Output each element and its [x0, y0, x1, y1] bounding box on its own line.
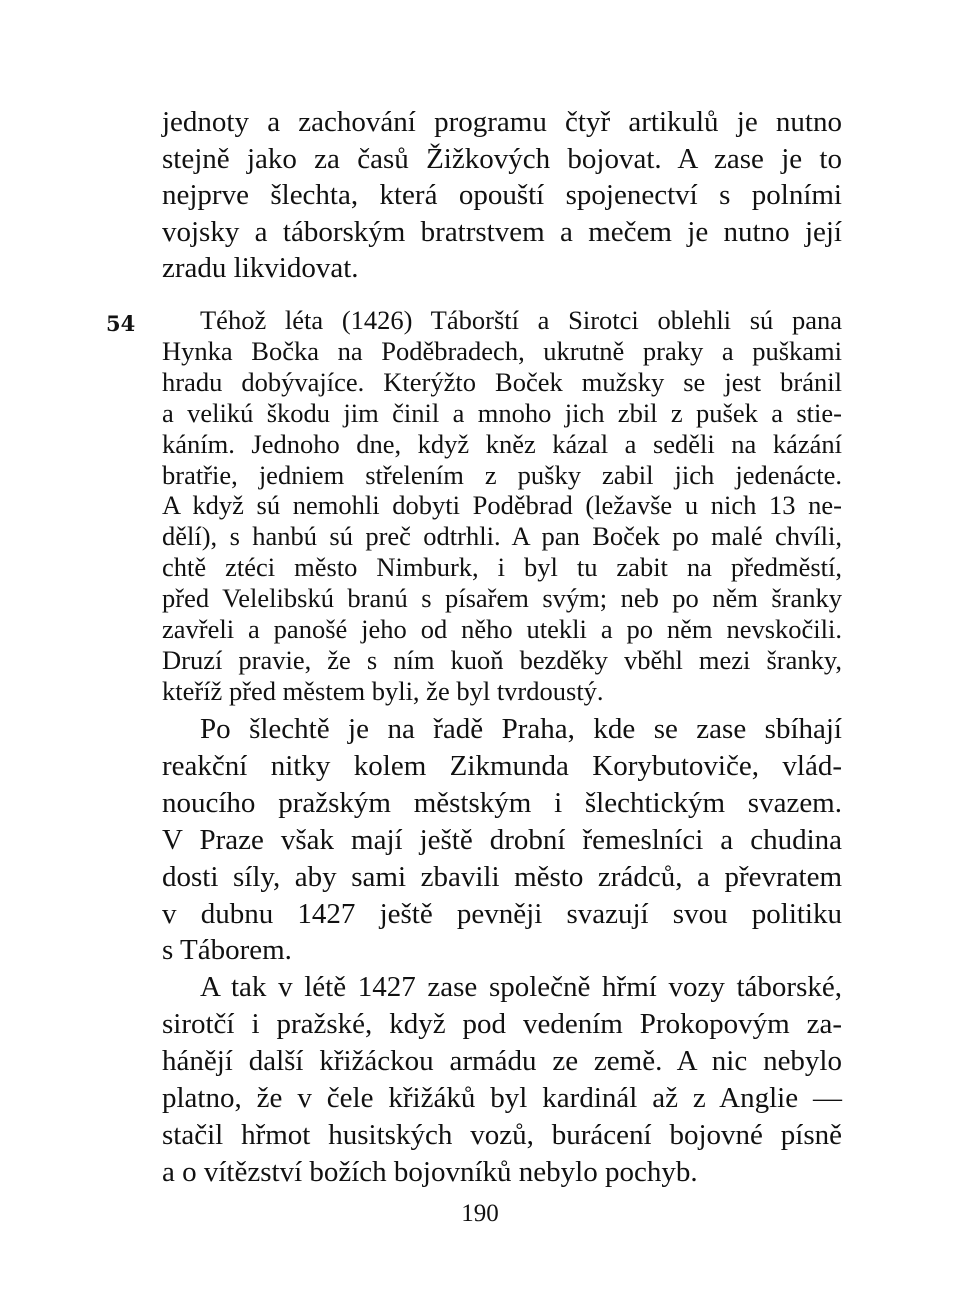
text-line: hradu dobývajíce. Kterýžto Boček mužsky se jest bránil	[162, 366, 842, 397]
text-line: Hynka Bočka na Poděbradech, ukrutně praky a puškami	[162, 335, 842, 366]
text-line: zradu likvidovat.	[162, 252, 359, 285]
text-line: v dubnu 1427 ještě pevněji svazují svou politiku	[162, 897, 842, 930]
quote-reference-number: 54	[106, 311, 136, 336]
text-line: a o vítězství božích bojovníků nebylo pochyb.	[162, 1155, 698, 1188]
quoted-chronicle-passage	[162, 305, 842, 707]
body-paragraphs	[162, 711, 842, 1191]
text-line: hánějí další křižáckou armádu ze země. A nic nebylo	[162, 1045, 842, 1078]
text-line: před Velelibskú branú s písařem svým; neb po něm šranky	[162, 583, 842, 614]
text-line: V Praze však mají ještě drobní řemeslníci a chudina	[162, 823, 842, 856]
text-line: s Táborem.	[162, 934, 292, 967]
page-number: 190	[461, 1200, 499, 1227]
text-line: Druzí pravie, že s ním kuoň bezděky vběhl mezi šranky,	[162, 644, 842, 675]
text-line: stejně jako za časů Žižkových bojovat. A zase je to	[162, 142, 842, 175]
text-line: a velikú škodu jim činil a mnoho jich zbil z pušek a stie-	[162, 397, 842, 428]
text-line: A tak v létě 1427 zase společně hřmí vozy táborské,	[200, 971, 842, 1004]
text-line: chtě ztéci město Nimburk, i byl tu zabit na předměstí,	[162, 552, 842, 583]
text-line: zavřeli a panošé jeho od něho utekli a po něm nevskočili.	[162, 614, 842, 645]
text-line: stačil hřmot husitských vozů, burácení bojovné písně	[162, 1118, 842, 1151]
text-line: Po šlechtě je na řadě Praha, kde se zase sbíhají	[200, 713, 842, 745]
text-line: jednoty a zachování programu čtyř artikulů je nutno	[162, 106, 842, 138]
text-line: dosti síly, aby sami zbavili město zrádců, a převratem	[162, 860, 842, 893]
text-line: Téhož léta (1426) Táborští a Sirotci oblehli sú pana	[200, 305, 842, 335]
text-line: platno, že v čele křižáků byl kardinál až z Anglie —	[162, 1082, 842, 1115]
text-line: bratřie, jedniem střelením z pušky zabil jich jedenácte.	[162, 459, 842, 490]
text-line: káním. Jednoho dne, když kněz kázal a seděli na kázání	[162, 428, 842, 459]
text-line: reakční nitky kolem Zikmunda Korybutoviče, vlád-	[162, 749, 842, 782]
text-line: A když sú nemohli dobyti Poděbrad (ležavše u nich 13 ne-	[162, 490, 842, 521]
text-line: dělí), s hanbú sú preč odtrhli. A pan Boček po malé chvíli,	[162, 521, 842, 552]
text-line: vojsky a táborským bratrstvem a mečem je nutno její	[162, 215, 842, 248]
text-line: nejprve šlechta, která opouští spojenectví s polními	[162, 179, 842, 212]
text-line: kteříž před městem byli, že byl tvrdoustý.	[162, 675, 604, 706]
text-line: sirotčí i pražské, když pod vedením Prokopovým za-	[162, 1008, 842, 1041]
paragraph-continuation	[162, 104, 842, 287]
text-line: noucího pražským městským i šlechtickým svazem.	[162, 786, 842, 819]
